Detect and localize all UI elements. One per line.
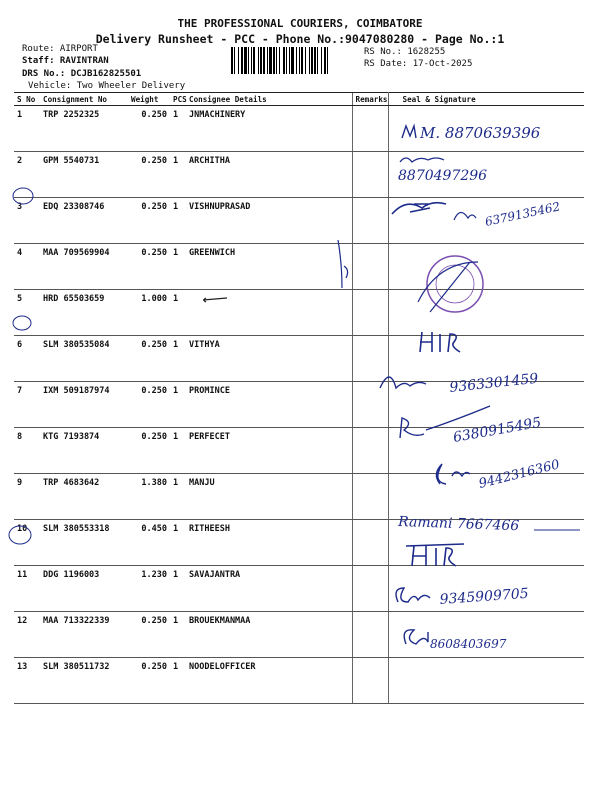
signature-text: 9442316360 (477, 457, 562, 492)
row-pcs: 1 (170, 612, 186, 658)
row-weight: 0.250 (128, 244, 170, 290)
row-consignee: ARCHITHA (186, 152, 352, 198)
signature-text: 8608403697 (430, 637, 507, 651)
col-weight: Weight (128, 93, 170, 106)
row-remarks (352, 474, 388, 520)
row-remarks (352, 566, 388, 612)
runsheet-table (14, 92, 584, 704)
col-consignee: Consignee Details (186, 93, 352, 106)
row-pcs: 1 (170, 336, 186, 382)
table-row (14, 474, 584, 520)
row-consignment: TRP 4683642 (40, 474, 128, 520)
row-remarks (352, 106, 388, 152)
row-consignment: SLM 380535084 (40, 336, 128, 382)
table-row (14, 566, 584, 612)
row-signature (388, 336, 584, 382)
signature-text: 6380915495 (451, 414, 543, 446)
row-consignment: EDQ 23308746 (40, 198, 128, 244)
company-name: THE PROFESSIONAL COURIERS, COIMBATORE (177, 17, 423, 30)
row-pcs: 1 (170, 566, 186, 612)
row-signature (388, 658, 584, 704)
row-consignee: MANJU (186, 474, 352, 520)
row-sno: 13 (14, 658, 40, 704)
row-sno: 5 (14, 290, 40, 336)
barcode-icon (231, 47, 362, 74)
row-weight: 0.250 (128, 612, 170, 658)
row-consignee: BROUEKMANMAA (186, 612, 352, 658)
table-row (14, 336, 584, 382)
row-weight: 1.380 (128, 474, 170, 520)
row-sno: 10 (14, 520, 40, 566)
row-sno: 4 (14, 244, 40, 290)
row-pcs: 1 (170, 382, 186, 428)
row-sno: 6 (14, 336, 40, 382)
row-consignee (186, 290, 352, 336)
row-consignment: MAA 713322339 (40, 612, 128, 658)
row-signature (388, 612, 584, 658)
row-consignment: IXM 509187974 (40, 382, 128, 428)
row-remarks (352, 428, 388, 474)
row-consignment: TRP 2252325 (40, 106, 128, 152)
row-sno: 11 (14, 566, 40, 612)
row-sno: 3 (14, 198, 40, 244)
row-sno: 2 (14, 152, 40, 198)
row-consignment: SLM 380511732 (40, 658, 128, 704)
row-consignment: GPM 5540731 (40, 152, 128, 198)
row-weight: 0.450 (128, 520, 170, 566)
table-header-row (14, 93, 584, 106)
row-consignee: GREENWICH (186, 244, 352, 290)
col-pcs: PCS (170, 93, 186, 106)
row-consignee: PROMINCE (186, 382, 352, 428)
row-consignment: SLM 380553318 (40, 520, 128, 566)
row-sno: 9 (14, 474, 40, 520)
route-label: Route: AIRPORT (22, 44, 98, 54)
rs-number: RS No.: 1628255 (364, 47, 446, 57)
row-sno: 7 (14, 382, 40, 428)
row-consignee: NOODELOFFICER (186, 658, 352, 704)
drs-number: DRS No.: DCJB162825501 (22, 69, 142, 79)
signature-text: 9345909705 (439, 585, 530, 608)
row-sno: 1 (14, 106, 40, 152)
row-weight: 0.250 (128, 658, 170, 704)
row-signature (388, 244, 584, 290)
row-remarks (352, 658, 388, 704)
staff-label: Staff: RAVINTRAN (22, 56, 109, 66)
row-pcs: 1 (170, 244, 186, 290)
row-weight: 0.250 (128, 152, 170, 198)
row-pcs: 1 (170, 658, 186, 704)
signature-text: M. 8870639396 (420, 124, 541, 142)
col-consignment: Consignment No (40, 93, 128, 106)
row-weight: 0.250 (128, 198, 170, 244)
row-signature (388, 152, 584, 198)
row-remarks (352, 152, 388, 198)
row-remarks (352, 612, 388, 658)
table-row (14, 382, 584, 428)
row-remarks (352, 336, 388, 382)
row-weight: 0.250 (128, 336, 170, 382)
row-weight: 0.250 (128, 428, 170, 474)
row-consignee: PERFECET (186, 428, 352, 474)
row-remarks (352, 520, 388, 566)
table-row (14, 612, 584, 658)
rs-date: RS Date: 17-Oct-2025 (364, 59, 473, 69)
row-remarks (352, 382, 388, 428)
row-consignment: HRD 65503659 (40, 290, 128, 336)
row-pcs: 1 (170, 106, 186, 152)
row-weight: 0.250 (128, 106, 170, 152)
runsheet-subtitle: Delivery Runsheet - PCC - Phone No.:9047080280 - Page No.:1 (95, 32, 505, 46)
row-signature (388, 198, 584, 244)
row-pcs: 1 (170, 474, 186, 520)
row-signature (388, 566, 584, 612)
row-consignee: VITHYA (186, 336, 352, 382)
row-signature (388, 428, 584, 474)
table-row (14, 428, 584, 474)
row-weight: 1.230 (128, 566, 170, 612)
signature-text: Ramani 7667466 (397, 514, 520, 535)
row-signature (388, 382, 584, 428)
row-remarks (352, 198, 388, 244)
table-row (14, 520, 584, 566)
row-consignee: SAVAJANTRA (186, 566, 352, 612)
signature-text: 8870497296 (398, 168, 488, 184)
signature-text: 6379135462 (483, 199, 562, 229)
row-remarks (352, 244, 388, 290)
table-row (14, 106, 584, 152)
row-consignee: RITHEESH (186, 520, 352, 566)
row-consignment: MAA 709569904 (40, 244, 128, 290)
signature-text: 9363301459 (448, 370, 540, 396)
row-signature (388, 290, 584, 336)
table-row (14, 658, 584, 704)
table-row (14, 290, 584, 336)
col-signature: Seal & Signature (388, 93, 584, 106)
row-consignment: DDG 1196003 (40, 566, 128, 612)
row-signature (388, 474, 584, 520)
vehicle-label: Vehicle: Two Wheeler Delivery (28, 81, 186, 91)
row-remarks (352, 290, 388, 336)
table-row (14, 152, 584, 198)
table-row (14, 198, 584, 244)
col-sno: S No (14, 93, 40, 106)
col-remarks: Remarks (352, 93, 388, 106)
row-consignee: JNMACHINERY (186, 106, 352, 152)
table-row (14, 244, 584, 290)
row-signature (388, 520, 584, 566)
row-pcs: 1 (170, 428, 186, 474)
row-pcs: 1 (170, 152, 186, 198)
row-sno: 8 (14, 428, 40, 474)
row-pcs: 1 (170, 290, 186, 336)
row-pcs: 1 (170, 520, 186, 566)
row-consignee: VISHNUPRASAD (186, 198, 352, 244)
row-consignment: KTG 7193874 (40, 428, 128, 474)
row-sno: 12 (14, 612, 40, 658)
row-weight: 1.000 (128, 290, 170, 336)
row-signature (388, 106, 584, 152)
row-pcs: 1 (170, 198, 186, 244)
row-weight: 0.250 (128, 382, 170, 428)
